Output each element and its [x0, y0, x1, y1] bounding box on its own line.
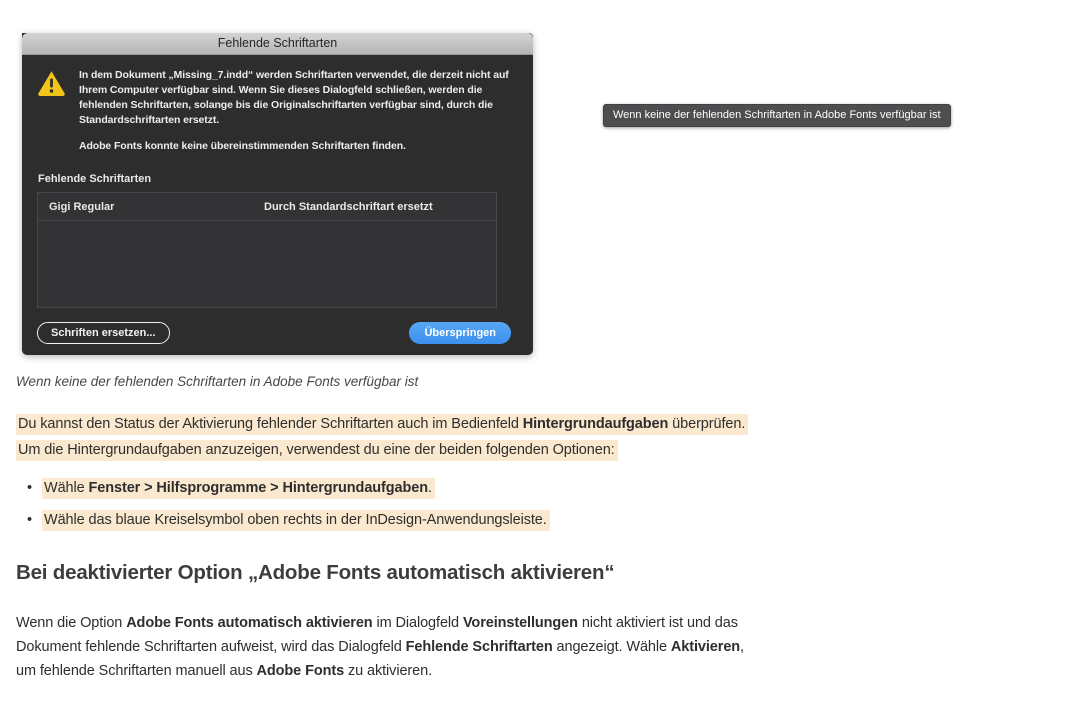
section-heading: Bei deaktivierter Option „Adobe Fonts automatisch aktivieren“	[16, 561, 615, 584]
list-item: • Wähle das blaue Kreiselsymbol oben rechts in der InDesign-Anwendungsleiste.	[16, 507, 836, 533]
figure-caption: Wenn keine der fehlenden Schriftarten in Adobe Fonts verfügbar ist	[16, 374, 419, 389]
dialog-title: Fehlende Schriftarten	[217, 36, 338, 50]
missing-fonts-table	[37, 192, 497, 308]
table-row	[38, 193, 496, 221]
tooltip: Wenn keine der fehlenden Schriftarten in Adobe Fonts verfügbar ist	[603, 104, 951, 127]
replace-fonts-button[interactable]: Schriften ersetzen...	[37, 322, 170, 344]
adobe-fonts-note: Adobe Fonts konnte keine übereinstimmenden Schriftarten finden.	[79, 140, 406, 152]
missing-fonts-label: Fehlende Schriftarten	[38, 173, 152, 185]
dialog-alert-text: In dem Dokument „Missing_7.indd“ werden Schriftarten verwendet, die derzeit nicht auf Ihrem Computer verfügbar sind. Wenn Sie dieses Dialogfeld schließen, werden die fehlenden Schriftarten, solange bis die Originalschriftarten verfügbar sind, durch die Standardschriftarten ersetzt.	[79, 69, 509, 126]
warning-icon	[37, 68, 66, 128]
missing-fonts-dialog-screenshot	[22, 33, 533, 355]
font-status-cell: Durch Standardschriftart ersetzt	[264, 200, 433, 213]
dialog-alert-row	[22, 55, 533, 128]
skip-button[interactable]: Überspringen	[409, 322, 511, 344]
list-item: • Wähle Fenster > Hilfsprogramme > Hintergrundaufgaben.	[16, 475, 836, 501]
font-name-cell: Gigi Regular	[49, 200, 115, 213]
dialog-titlebar	[22, 33, 533, 55]
dialog-button-row	[37, 322, 511, 344]
intro-paragraph: Du kannst den Status der Aktivierung fehlender Schriftarten auch im Bedienfeld Hintergrundaufgaben überprüfen. Um die Hintergrundaufgaben anzuzeigen, verwendest du eine der beiden folgenden Optionen:	[16, 411, 836, 463]
options-list	[16, 475, 836, 533]
closing-paragraph: Wenn die Option Adobe Fonts automatisch aktivieren im Dialogfeld Voreinstellungen nicht aktiviert ist und das Dokument fehlende Schriftarten aufweist, wird das Dialogfeld Fehlende Schriftarten angezeigt. Wähle Aktivieren, um fehlende Schriftarten manuell aus Adobe Fonts zu aktivieren.	[16, 615, 744, 679]
article-content	[16, 374, 836, 683]
